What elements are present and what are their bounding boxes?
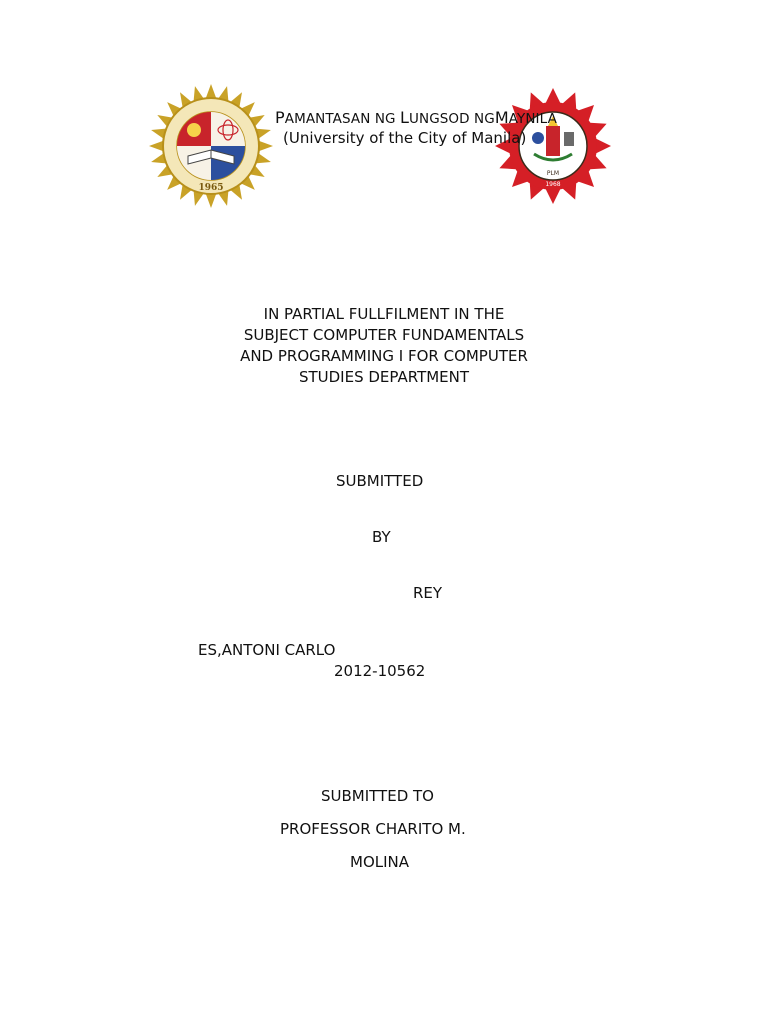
svg-text:1968: 1968 — [545, 181, 561, 188]
professor-name-line-1: PROFESSOR CHARITO M. — [280, 820, 466, 838]
university-name-english: (University of the City of Manila) — [283, 129, 527, 147]
purpose-line: IN PARTIAL FULLFILMENT IN THE — [263, 305, 505, 323]
university-name-part: AYNILA — [508, 111, 557, 127]
purpose-line: STUDIES DEPARTMENT — [298, 368, 470, 386]
university-name-part: UNGSOD NG — [409, 111, 495, 127]
professor-name-line-2: MOLINA — [350, 853, 410, 871]
submitted-label: SUBMITTED — [336, 472, 424, 490]
student-name-first-part: REY — [413, 584, 443, 602]
by-label: BY — [372, 528, 391, 546]
university-name-part: L — [400, 108, 410, 127]
purpose-statement — [0, 304, 768, 388]
student-name: ES,ANTONI CARLO — [198, 641, 336, 659]
university-name — [275, 108, 557, 127]
university-name-part: M — [494, 108, 509, 127]
svg-text:PLM: PLM — [546, 170, 560, 177]
submitted-to-label: SUBMITTED TO — [321, 787, 434, 805]
university-name-part: P — [275, 108, 285, 127]
purpose-line: SUBJECT COMPUTER FUNDAMENTALS — [243, 326, 525, 344]
plm-gold-seal-logo — [148, 82, 274, 210]
purpose-line: AND PROGRAMMING I FOR COMPUTER — [240, 347, 528, 365]
svg-text:1965: 1965 — [198, 183, 224, 193]
university-name-part: AMANTASAN NG — [284, 111, 400, 127]
student-number: 2012-10562 — [334, 662, 426, 680]
